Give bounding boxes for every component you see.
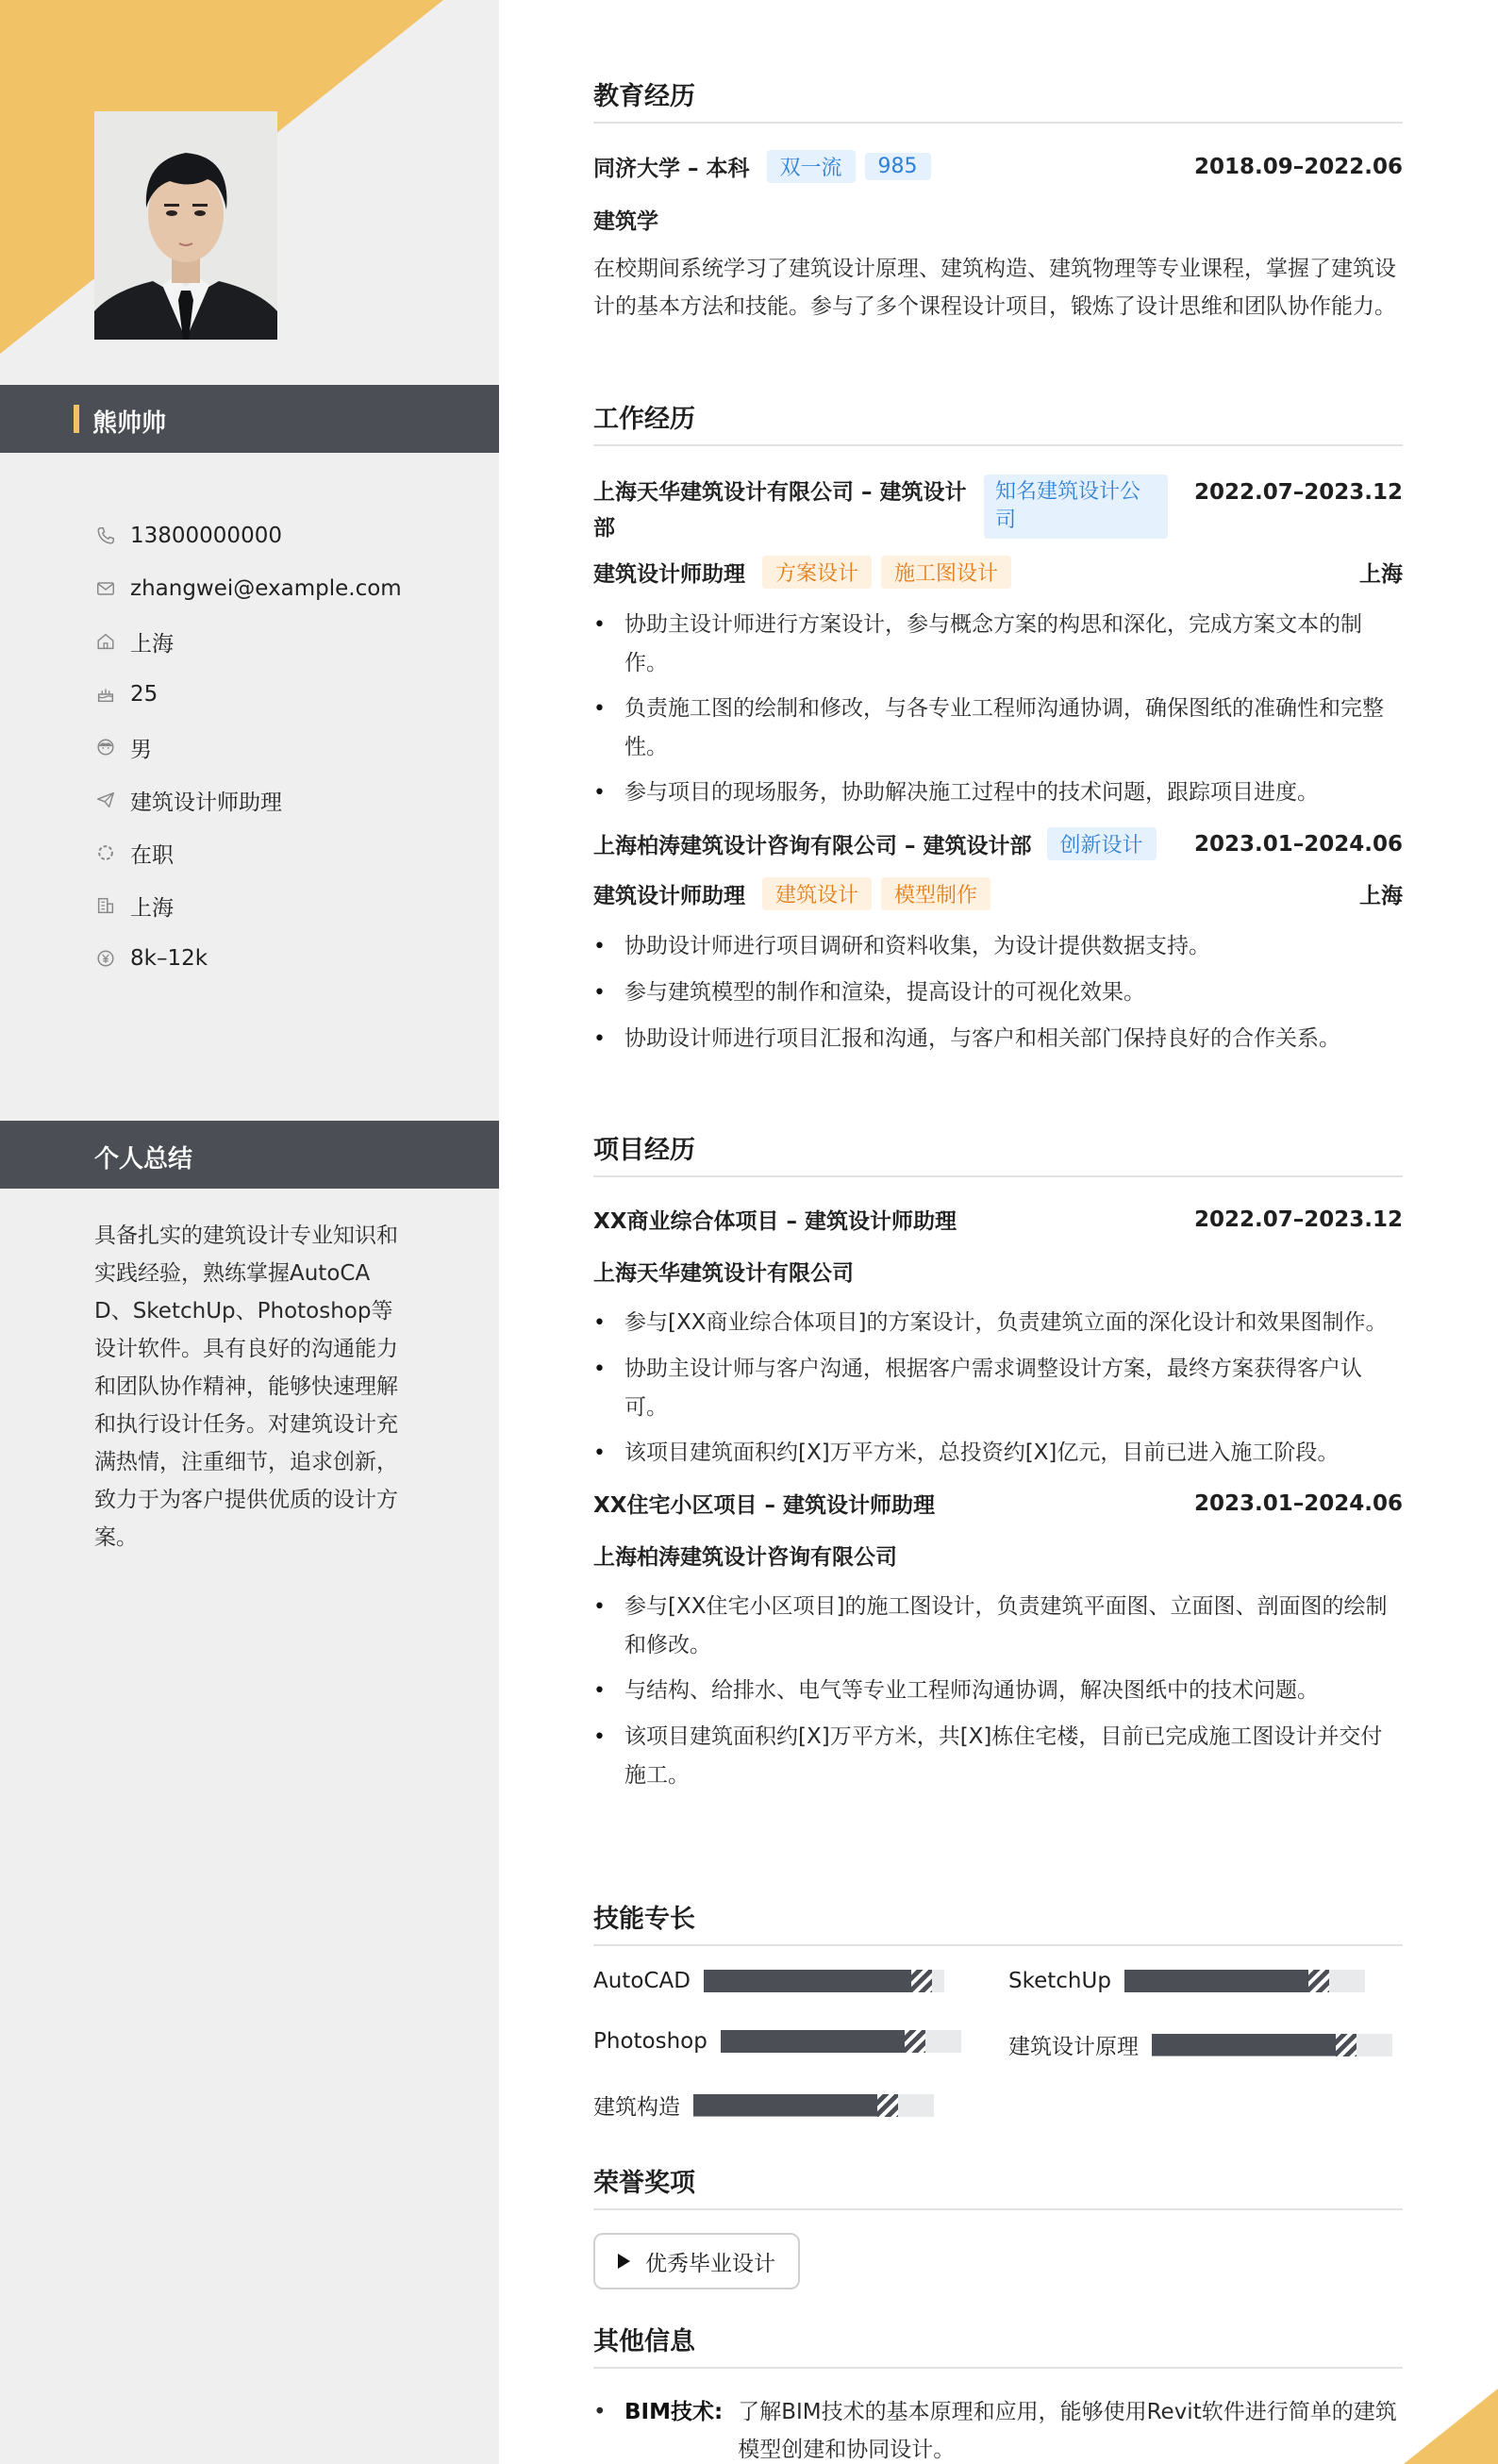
skill-name: 建筑构造 <box>593 2095 680 2120</box>
skill-fill-edge <box>905 2030 925 2053</box>
job-period: 2023.01–2024.06 <box>1193 831 1403 857</box>
skill-fill-edge <box>877 2094 898 2117</box>
bullet-dot: • <box>593 2400 607 2424</box>
info-text: 8k–12k <box>130 946 208 971</box>
building-icon <box>94 894 117 917</box>
skill-fill <box>1152 2034 1357 2056</box>
summary-header <box>0 1121 499 1189</box>
section-title: 其他信息 <box>593 2321 1403 2369</box>
skill-name: Photoshop <box>593 2029 707 2054</box>
list-item: • 与结构、给排水、电气等专业工程师沟通协调，解决图纸中的技术问题。 <box>593 1672 1403 1710</box>
cake-icon <box>94 683 117 706</box>
job-duties <box>593 606 1403 812</box>
project-name: XX商业综合体项目 – 建筑设计师助理 <box>593 1209 957 1234</box>
job-period: 2022.07–2023.12 <box>1193 480 1403 505</box>
info-phone <box>94 509 491 562</box>
skill-item <box>593 1969 944 1993</box>
info-city <box>94 879 491 932</box>
salary-icon <box>94 947 117 970</box>
project-header <box>593 1204 1403 1235</box>
skill-bar <box>1124 1970 1365 1992</box>
info-job-intent <box>94 774 491 826</box>
list-item: • 协助设计师进行项目汇报和沟通，与客户和相关部门保持良好的合作关系。 <box>593 1020 1403 1058</box>
mail-icon <box>94 577 117 600</box>
project-company: 上海柏涛建筑设计咨询有限公司 <box>593 1545 897 1570</box>
skill-fill <box>721 2030 925 2053</box>
skill-item <box>593 2029 961 2054</box>
project-duties <box>593 1304 1403 1473</box>
list-item: • 协助主设计师进行方案设计，参与概念方案的构思和深化，完成方案文本的制作。 <box>593 606 1403 682</box>
skill-fill-edge <box>1308 1970 1329 1992</box>
info-text: zhangwei@example.com <box>130 576 402 601</box>
contact-info-list <box>94 509 491 985</box>
skill-bar <box>721 2030 961 2053</box>
list-item: • 参与[XX商业综合体项目]的方案设计，负责建筑立面的深化设计和效果图制作。 <box>593 1304 1403 1342</box>
skill-item <box>1008 1969 1365 1993</box>
education-section <box>593 75 1403 325</box>
home-icon <box>94 630 117 653</box>
award-label: 优秀毕业设计 <box>645 2251 775 2276</box>
job-role-row <box>593 877 1403 910</box>
avatar <box>94 111 277 340</box>
name-bar <box>0 385 499 453</box>
other-label: BIM技术: <box>624 2400 724 2424</box>
info-salary <box>94 932 491 985</box>
job-role-row <box>593 556 1403 589</box>
project-header <box>593 1488 1403 1519</box>
skill-item <box>1008 2029 1392 2060</box>
major: 建筑学 <box>593 209 658 234</box>
honors-section <box>593 2162 1403 2289</box>
job-entry <box>593 827 1403 1058</box>
list-item: • 参与[XX住宅小区项目]的施工图设计，负责建筑平面图、立面图、剖面图的绘制和修改。 <box>593 1588 1403 1664</box>
award-toggle-button[interactable] <box>593 2233 800 2289</box>
skill-bar <box>1152 2034 1392 2056</box>
list-item: • 协助主设计师与客户沟通，根据客户需求调整设计方案，最终方案获得客户认可。 <box>593 1350 1403 1426</box>
section-title: 项目经历 <box>593 1129 1403 1177</box>
list-item: • 该项目建筑面积约[X]万平方米，共[X]栋住宅楼，目前已完成施工图设计并交付施工。 <box>593 1718 1403 1794</box>
info-text: 在职 <box>130 842 174 868</box>
skill-name: AutoCAD <box>593 1969 691 1993</box>
send-icon <box>94 789 117 811</box>
section-title: 工作经历 <box>593 398 1403 446</box>
education-period: 2018.09–2022.06 <box>1193 154 1403 179</box>
sidebar <box>0 0 499 2464</box>
skill-fill <box>693 2094 898 2117</box>
info-text: 男 <box>130 737 152 762</box>
skill-bar <box>704 1970 944 1992</box>
job-entry <box>593 474 1403 812</box>
role-tag: 方案设计 <box>762 556 872 589</box>
company-tag: 知名建筑设计公司 <box>984 474 1168 539</box>
company-tag: 创新设计 <box>1047 827 1157 860</box>
skill-fill <box>704 1970 932 1992</box>
other-text: 了解BIM技术的基本原理和应用，能够使用Revit软件进行简单的建筑模型创建和协同设计。 <box>738 2400 1397 2462</box>
job-company: 上海柏涛建筑设计咨询有限公司 – 建筑设计部 <box>593 834 1032 858</box>
skill-name: 建筑设计原理 <box>1008 2035 1139 2059</box>
school-tag: 双一流 <box>767 150 856 183</box>
info-age <box>94 668 491 721</box>
job-role: 建筑设计师助理 <box>593 562 745 587</box>
list-item: • 负责施工图的绘制和修改，与各专业工程师沟通协调，确保图纸的准确性和完整性。 <box>593 690 1403 766</box>
candidate-name: 熊帅帅 <box>92 409 167 438</box>
list-item: • 协助设计师进行项目调研和资料收集，为设计提供数据支持。 <box>593 927 1403 966</box>
skill-fill <box>1124 1970 1329 1992</box>
status-icon <box>94 841 117 864</box>
skill-bar <box>693 2094 934 2117</box>
skill-name: SketchUp <box>1008 1969 1111 1993</box>
skill-item <box>593 2089 934 2121</box>
skill-grid <box>593 1969 1403 2157</box>
role-tag: 施工图设计 <box>881 556 1011 589</box>
summary-text: 具备扎实的建筑设计专业知识和实践经验，熟练掌握AutoCAD、SketchUp、Photoshop等设计软件。具有良好的沟通能力和团队协作精神，能够快速理解和执行设计任务。对建筑设计充满热情，注重细节，追求创新，致力于为客户提供优质的设计方案。 <box>94 1224 398 1550</box>
info-text: 上海 <box>130 631 174 657</box>
list-item: • 该项目建筑面积约[X]万平方米，总投资约[X]亿元，目前已进入施工阶段。 <box>593 1434 1403 1473</box>
project-name: XX住宅小区项目 – 建筑设计师助理 <box>593 1493 935 1518</box>
job-role: 建筑设计师助理 <box>593 884 745 908</box>
phone-icon <box>94 524 117 547</box>
info-location <box>94 615 491 668</box>
info-text: 13800000000 <box>130 524 282 548</box>
project-entry <box>593 1204 1403 1473</box>
education-desc: 在校期间系统学习了建筑设计原理、建筑构造、建筑物理等专业课程，掌握了建筑设计的基本方法和技能。参与了多个课程设计项目，锻炼了设计思维和团队协作能力。 <box>593 257 1396 319</box>
section-title: 荣誉奖项 <box>593 2162 1403 2210</box>
role-tag: 模型制作 <box>881 877 990 910</box>
other-section <box>593 2321 1403 2464</box>
info-text: 25 <box>130 682 158 707</box>
project-company: 上海天华建筑设计有限公司 <box>593 1261 854 1286</box>
job-city: 上海 <box>1359 884 1403 908</box>
role-tag: 建筑设计 <box>762 877 872 910</box>
job-header <box>593 827 1403 860</box>
skill-fill-edge <box>911 1970 932 1992</box>
project-period: 2022.07–2023.12 <box>1193 1207 1403 1232</box>
project-period: 2023.01–2024.06 <box>1193 1490 1403 1516</box>
school-tag: 985 <box>865 153 931 180</box>
info-text: 建筑设计师助理 <box>130 790 282 815</box>
other-item <box>593 2393 1403 2464</box>
projects-section <box>593 1129 1403 1802</box>
info-email <box>94 562 491 615</box>
list-item: • 参与项目的现场服务，协助解决施工过程中的技术问题，跟踪项目进度。 <box>593 774 1403 812</box>
skill-fill-edge <box>1336 2034 1357 2056</box>
job-company: 上海天华建筑设计有限公司 – 建筑设计部 <box>593 480 967 541</box>
info-status <box>94 826 491 879</box>
work-section <box>593 398 1403 1066</box>
play-icon <box>618 2254 630 2269</box>
job-city: 上海 <box>1359 562 1403 587</box>
job-duties <box>593 927 1403 1058</box>
info-gender <box>94 721 491 774</box>
project-entry <box>593 1488 1403 1794</box>
skills-section <box>593 1898 1403 2157</box>
section-title: 教育经历 <box>593 75 1403 124</box>
summary-title: 个人总结 <box>94 1145 193 1174</box>
section-title: 技能专长 <box>593 1898 1403 1946</box>
gender-icon <box>94 736 117 758</box>
name-accent-bar <box>74 405 79 433</box>
info-text: 上海 <box>130 895 174 921</box>
decorative-corner <box>1404 2389 1498 2464</box>
list-item: • 参与建筑模型的制作和渲染，提高设计的可视化效果。 <box>593 974 1403 1012</box>
school-name: 同济大学 – 本科 <box>593 157 750 181</box>
project-duties <box>593 1588 1403 1794</box>
education-header <box>593 150 1403 183</box>
